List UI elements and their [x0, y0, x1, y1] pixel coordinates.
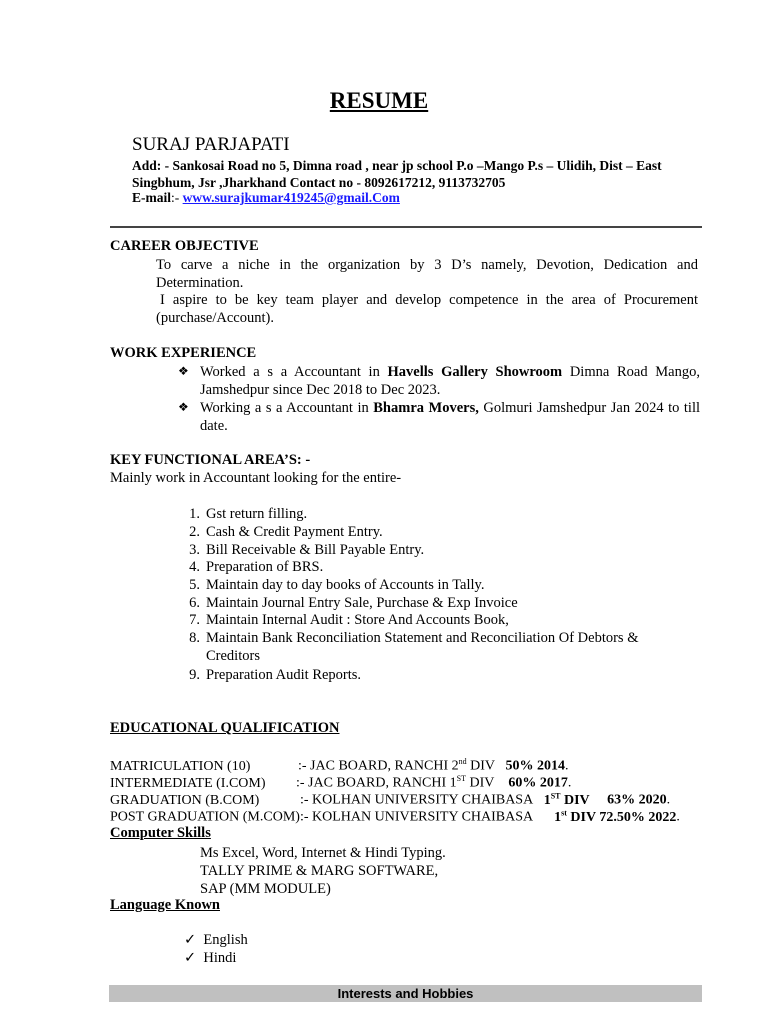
career-objective-heading: CAREER OBJECTIVE	[110, 238, 259, 254]
work-experience-heading: WORK EXPERIENCE	[110, 345, 257, 361]
list-item: 4. Preparation of BRS.	[189, 559, 324, 575]
language-item: ✓ Hindi	[184, 950, 237, 966]
work-item	[178, 399, 700, 435]
header-divider	[110, 226, 702, 228]
education-heading: EDUCATIONAL QUALIFICATION	[110, 720, 340, 736]
diamond-bullet-icon: ❖	[178, 400, 189, 414]
skill-item: SAP (MM MODULE)	[200, 881, 331, 897]
list-item: 3. Bill Receivable & Bill Payable Entry.	[189, 542, 425, 558]
work-item	[178, 363, 700, 399]
list-item: 8. Maintain Bank Reconciliation Statement and Reconciliation Of Debtors & Creditors	[189, 630, 639, 664]
education-row: GRADUATION (B.COM) :- KOLHAN UNIVERSITY CHAIBASA 1ST DIV 63% 2020.	[110, 791, 671, 808]
skill-item: Ms Excel, Word, Internet & Hindi Typing.	[200, 845, 446, 861]
career-objective-para-1: To carve a niche in the organization by 3 D’s namely, Devotion, Dedication and Determination.	[156, 257, 698, 291]
email-line	[132, 190, 400, 206]
candidate-name: SURAJ PARJAPATI	[132, 134, 290, 155]
list-item: 6. Maintain Journal Entry Sale, Purchase & Exp Invoice	[189, 595, 518, 611]
key-functional-intro: Mainly work in Accountant looking for the entire-	[110, 470, 402, 486]
work-item-text: Working a s a Accountant in Bhamra Movers, Golmuri Jamshedpur Jan 2024 to till date.	[200, 400, 701, 434]
education-row: INTERMEDIATE (I.COM) :- JAC BOARD, RANCHI 1ST DIV 60% 2017.	[110, 774, 572, 791]
resume-title: RESUME	[329, 88, 429, 113]
skill-item: TALLY PRIME & MARG SOFTWARE,	[200, 863, 439, 879]
list-item: 2. Cash & Credit Payment Entry.	[189, 524, 383, 540]
diamond-bullet-icon: ❖	[178, 364, 189, 378]
language-heading: Language Known	[110, 897, 220, 913]
check-icon: ✓	[184, 932, 197, 948]
list-item: 7. Maintain Internal Audit : Store And Accounts Book,	[189, 612, 509, 628]
education-row: MATRICULATION (10) :- JAC BOARD, RANCHI 2nd DIV 50% 2014.	[110, 757, 569, 774]
email-label: E-mail	[132, 190, 171, 205]
education-row: POST GRADUATION (M.COM):- KOLHAN UNIVERSITY CHAIBASA 1st DIV 72.50% 2022.	[110, 808, 680, 825]
computer-skills-heading: Computer Skills	[110, 825, 211, 841]
work-item-text: Worked a s a Accountant in Havells Gallery Showroom Dimna Road Mango, Jamshedpur since Dec 2018 to Dec 2023.	[200, 364, 700, 398]
address-line-2: Singbhum, Jsr ,Jharkhand Contact no - 8092617212, 9113732705	[132, 175, 506, 190]
language-item: ✓ English	[184, 932, 248, 948]
list-item: 1. Gst return filling.	[189, 506, 308, 522]
email-link[interactable]: www.surajkumar419245@gmail.Com	[182, 190, 400, 205]
list-item: 9. Preparation Audit Reports.	[189, 667, 362, 683]
key-functional-heading: KEY FUNCTIONAL AREA’S: -	[110, 452, 311, 468]
list-item: 5. Maintain day to day books of Accounts in Tally.	[189, 577, 485, 593]
address-line-1: Add: - Sankosai Road no 5, Dimna road , near jp school P.o –Mango P.s – Ulidih, Dist – East	[132, 158, 662, 173]
check-icon: ✓	[184, 950, 197, 966]
interests-heading: Interests and Hobbies	[337, 986, 474, 1001]
career-objective-para-2: I aspire to be key team player and develop competence in the area of Procurement (purchase/Account).	[156, 292, 698, 326]
interests-heading-bar	[109, 985, 702, 1002]
email-separator: :-	[171, 190, 183, 205]
